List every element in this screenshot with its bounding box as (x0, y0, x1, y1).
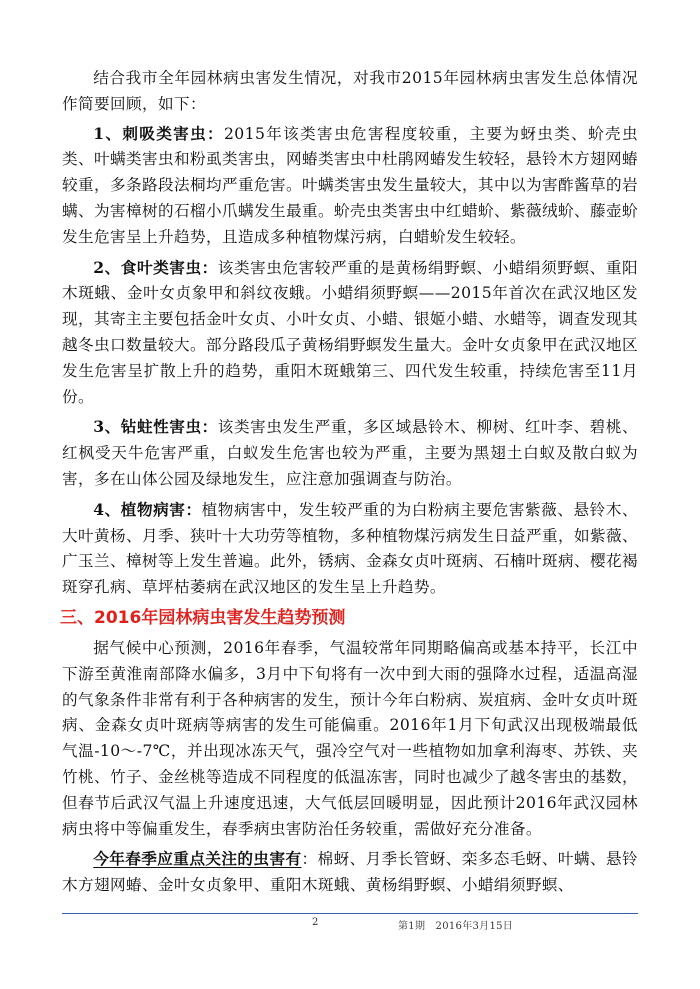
section-title: 3、钻蛀性害虫： (93, 417, 218, 437)
section-body: 植物病害中，发生较严重的为白粉病主要危害紫薇、悬铃木、大叶黄杨、月季、狭叶十大功劳等植物，多种植物煤污病发生日益严重，如紫薇、广玉兰、樟树等上发生普遍。此外，锈病、金森女贞叶斑病、石楠叶斑病、樱花褐斑穿孔病、草坪枯萎病在武汉地区的发生呈上升趋势。 (62, 500, 638, 597)
section-body: 该类害虫危害较严重的是黄杨绢野螟、小蜡绢须野螟、重阳木斑蛾、金叶女贞象甲和斜纹夜蛾。小蜡绢须野螟——2015年首次在武汉地区发现，其寄主主要包括金叶女贞、小叶女贞、小蜡、银姬小蜡、水蜡等，调查发现其越冬虫口数量较大。部分路段瓜子黄杨绢野螟发生量大。金叶女贞象甲在武汉地区发生危害呈扩散上升的趋势，重阳木斑蛾第三、四代发生较重，持续危害至11月份。 (62, 258, 638, 406)
forecast-heading: 三、2016年园林病虫害发生趋势预测 (60, 607, 346, 628)
section-title: 1、刺吸类害虫： (93, 123, 224, 143)
section-leaf-eating-pests (62, 255, 638, 411)
section-body: 2015年该类害虫危害程度较重，主要为蚜虫类、蚧壳虫类、叶螨类害虫和粉虱类害虫，网蝽类害虫中杜鹃网蝽发生较轻，悬铃木方翅网蝽较重，多条路段法桐均严重危害。叶螨类害虫发生量较大，其中以为害酢酱草的岩螨、为害樟树的石榴小爪螨发生最重。蚧壳虫类害虫中红蜡蚧、紫薇绒蚧、藤壶蚧发生危害呈上升趋势，且造成多种植物煤污病，白蜡蚧发生较轻。 (62, 124, 638, 246)
section-title: 2、食叶类害虫： (93, 257, 218, 277)
section-boring-pests (62, 414, 638, 492)
section-title: 4、植物病害： (93, 499, 202, 519)
spring-pests-list: 棉蚜、月季长管蚜、栾多态毛蚜、叶螨、悬铃木方翅网蝽、金叶女贞象甲、重阳木斑蛾、黄杨绢野螟、小蜡绢须野螟、 (62, 850, 638, 895)
spring-pests-colon: ： (301, 850, 318, 869)
issue-date: 第1期 2016年3月15日 (398, 921, 514, 932)
spring-pests-paragraph (62, 846, 638, 899)
intro-paragraph: 结合我市全年园林病虫害发生情况，对我市2015年园林病虫害发生总体情况作简要回顾，如下： (62, 69, 638, 113)
spring-pests-title: 今年春季应重点关注的虫害有 (93, 849, 302, 869)
footer-divider (62, 913, 638, 914)
page-number: 2 (312, 917, 319, 928)
section-body: 该类害虫发生严重，多区域悬铃木、柳树、红叶李、碧桃、红枫受天牛危害严重，白蚁发生危害也较为严重，主要为黑翅土白蚁及散白蚁为害，多在山体公园及绿地发生，应注意加强调查与防治。 (62, 418, 638, 488)
section-sucking-pests (62, 121, 638, 251)
section-plant-diseases (62, 497, 638, 601)
page-content (62, 66, 638, 903)
forecast-paragraph: 据气候中心预测，2016年春季，气温较常年同期略偏高或基本持平，长江中下游至黄淮南部降水偏多，3月中下旬将有一次中到大雨的强降水过程，适温高湿的气象条件非常有利于各种病害的发生，预计今年白粉病、炭疽病、金叶女贞叶斑病、金森女贞叶斑病等病害的发生可能偏重。2016年1月下旬武汉出现极端最低气温-10～-7℃，并出现冰冻天气，强冷空气对一些植物如加拿利海枣、苏铁、夹竹桃、竹子、金丝桃等造成不同程度的低温冻害，同时也减少了越冬害虫的基数，但春节后武汉气温上升速度迅速，大气低层回暖明显，因此预计2016年武汉园林病虫将中等偏重发生，春季病虫害防治任务较重，需做好充分准备。 (62, 638, 638, 838)
